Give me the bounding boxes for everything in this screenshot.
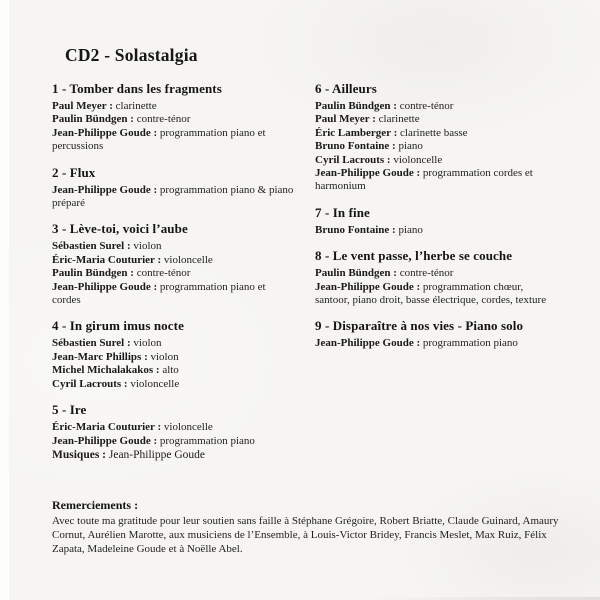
track-block (315, 248, 557, 307)
credit-name: Éric-Maria Couturier (52, 421, 155, 434)
credit-role: violon (133, 337, 162, 350)
track-heading: 8 - Le vent passe, l’herbe se couche (315, 248, 513, 264)
credit-name: Sébastien Surel (52, 337, 125, 350)
credit-name: Jean-Philippe Goude (315, 337, 414, 350)
track-block (52, 221, 297, 307)
credit-role: programmation piano (159, 434, 255, 447)
track-block (315, 81, 557, 194)
credit-name: Paulin Bündgen (315, 100, 391, 112)
credit-name: Paul Meyer (315, 113, 370, 126)
credit-role: piano (398, 140, 423, 153)
credit-name: Jean-Philippe Goude (52, 126, 151, 139)
credit-line (315, 167, 557, 194)
track-block (52, 81, 297, 154)
credit-separator: : (121, 377, 131, 390)
credit-separator: : (389, 140, 399, 153)
credit-line (52, 435, 297, 448)
credit-separator: : (124, 240, 134, 253)
credit-name: Cyril Lacrouts (52, 377, 122, 390)
credit-line (52, 254, 297, 267)
credit-name: Jean-Philippe Goude (52, 434, 151, 447)
credit-name: Michel Michalakakos (52, 364, 154, 377)
track-heading: 5 - Ire (52, 402, 87, 418)
credit-line (52, 184, 297, 211)
credit-name: Sébastien Surel (52, 240, 125, 253)
remerciements-text: Avec toute ma gratitude pour leur soutien sans faille à Stéphane Grégoire, Robert Briatte, Claude Guinard, Amaury Cornut, Aurélien Marotte, aux musiciens de l’Ensemble, à Louis-Victor Bridey, Francis Meslet, Max Ruiz, Félix Zapata, Madeleine Goude et à Noëlle Abel. (52, 515, 559, 555)
credit-role: violoncelle (163, 421, 213, 434)
track-heading: 2 - Flux (52, 164, 96, 180)
credit-line (52, 100, 297, 113)
credit-role: contre-ténor (399, 100, 454, 112)
credit-line (315, 100, 557, 113)
credit-separator: : (390, 100, 400, 112)
credit-role: contre-ténor (136, 113, 191, 126)
credit-separator: : (141, 350, 151, 363)
credit-separator: : (390, 126, 401, 139)
credit-line (315, 267, 557, 280)
track-heading: 1 - Tomber dans les fragments (52, 81, 222, 96)
credit-separator: : (413, 280, 423, 293)
credit-role: programmation piano et cordes (52, 280, 266, 307)
credit-line (315, 127, 557, 140)
credit-role: piano (398, 223, 423, 236)
credit-line (52, 267, 297, 280)
credit-separator: : (106, 100, 116, 112)
track-block (52, 165, 297, 211)
musiques-value: Jean-Philippe Goude (106, 449, 206, 461)
credit-separator: : (127, 267, 137, 280)
credit-line (315, 140, 557, 153)
credit-name: Éric-Maria Couturier (52, 253, 155, 266)
credit-separator: : (413, 337, 423, 350)
credit-line (52, 113, 297, 126)
tracklist-column-left (52, 81, 297, 459)
credit-role: violoncelle (393, 153, 443, 166)
credit-role: alto (162, 364, 179, 377)
credit-name: Jean-Philippe Goude (52, 183, 151, 196)
track-block (52, 318, 297, 391)
credit-line (52, 378, 297, 391)
credit-role: violon (150, 350, 179, 363)
credit-role: programmation piano & piano préparé (52, 183, 294, 210)
credit-separator: : (150, 183, 160, 196)
credit-name: Paulin Bündgen (315, 267, 391, 280)
credit-name: Jean-Philippe Goude (315, 167, 414, 180)
scan-edge-left (0, 0, 9, 600)
credit-line (315, 154, 557, 167)
credit-line (52, 281, 297, 308)
credit-role: violon (133, 240, 162, 253)
credit-line (52, 364, 297, 377)
credit-separator: : (150, 434, 160, 447)
track-heading: 7 - In fine (315, 204, 370, 220)
credit-name: Jean-Philippe Goude (315, 280, 414, 293)
credit-role: clarinette basse (400, 126, 468, 139)
credit-line (315, 337, 557, 350)
credit-line (315, 224, 557, 237)
track-block (52, 402, 297, 448)
track-heading: 4 - In girum imus nocte (52, 318, 184, 334)
credit-name: Bruno Fontaine (315, 223, 390, 236)
credit-name: Bruno Fontaine (315, 140, 390, 153)
credit-separator: : (127, 113, 137, 126)
track-heading: 3 - Lève-toi, voici l’aube (52, 221, 188, 237)
credit-role: clarinette (378, 113, 420, 126)
credit-name: Jean-Philippe Goude (52, 280, 151, 293)
tracklist-column-right (315, 81, 557, 459)
credit-line (315, 281, 557, 308)
musiques-label: Musiques : (52, 449, 106, 461)
credit-line (52, 337, 297, 350)
credit-name: Jean-Marc Phillips (52, 350, 142, 363)
track-heading: 6 - Ailleurs (315, 81, 377, 96)
remerciements-section (52, 498, 564, 556)
credit-role: programmation piano (422, 337, 518, 350)
credit-role: contre-ténor (399, 267, 454, 280)
credit-separator: : (389, 223, 399, 236)
credit-separator: : (154, 253, 164, 266)
credit-name: Paul Meyer (52, 100, 107, 112)
credit-role: clarinette (115, 100, 157, 112)
credit-name: Cyril Lacrouts (315, 153, 385, 166)
credit-separator: : (413, 167, 423, 180)
credit-role: violoncelle (163, 253, 213, 266)
credit-role: programmation cordes et harmonium (315, 167, 533, 193)
credit-role: programmation chœur, santoor, piano droit, basse électrique, cordes, texture (315, 280, 547, 307)
credit-role: violoncelle (130, 377, 180, 390)
remerciements-label: Remerciements : (52, 498, 139, 512)
album-title: CD2 - Solastalgia (65, 45, 198, 65)
musiques-credit (52, 448, 205, 462)
credit-separator: : (384, 153, 394, 166)
credit-role: programmation piano et percussions (52, 126, 266, 153)
credit-name: Paulin Bündgen (52, 267, 128, 280)
credit-separator: : (390, 267, 400, 280)
credit-name: Éric Lamberger (315, 126, 391, 139)
credit-separator: : (369, 113, 379, 126)
credit-separator: : (153, 364, 163, 377)
credit-separator: : (154, 421, 164, 434)
credit-role: contre-ténor (136, 267, 191, 280)
track-heading: 9 - Disparaître à nos vies - Piano solo (315, 318, 524, 334)
credit-line (52, 127, 297, 154)
credit-line (52, 240, 297, 253)
credit-separator: : (124, 337, 134, 350)
track-block (315, 205, 557, 237)
track-block (315, 318, 557, 350)
credit-line (52, 351, 297, 364)
tracklist-columns (52, 81, 557, 459)
credit-line (52, 421, 297, 434)
credit-separator: : (150, 126, 160, 139)
credit-line (315, 113, 557, 126)
credit-name: Paulin Bündgen (52, 113, 128, 126)
credit-separator: : (150, 280, 160, 293)
